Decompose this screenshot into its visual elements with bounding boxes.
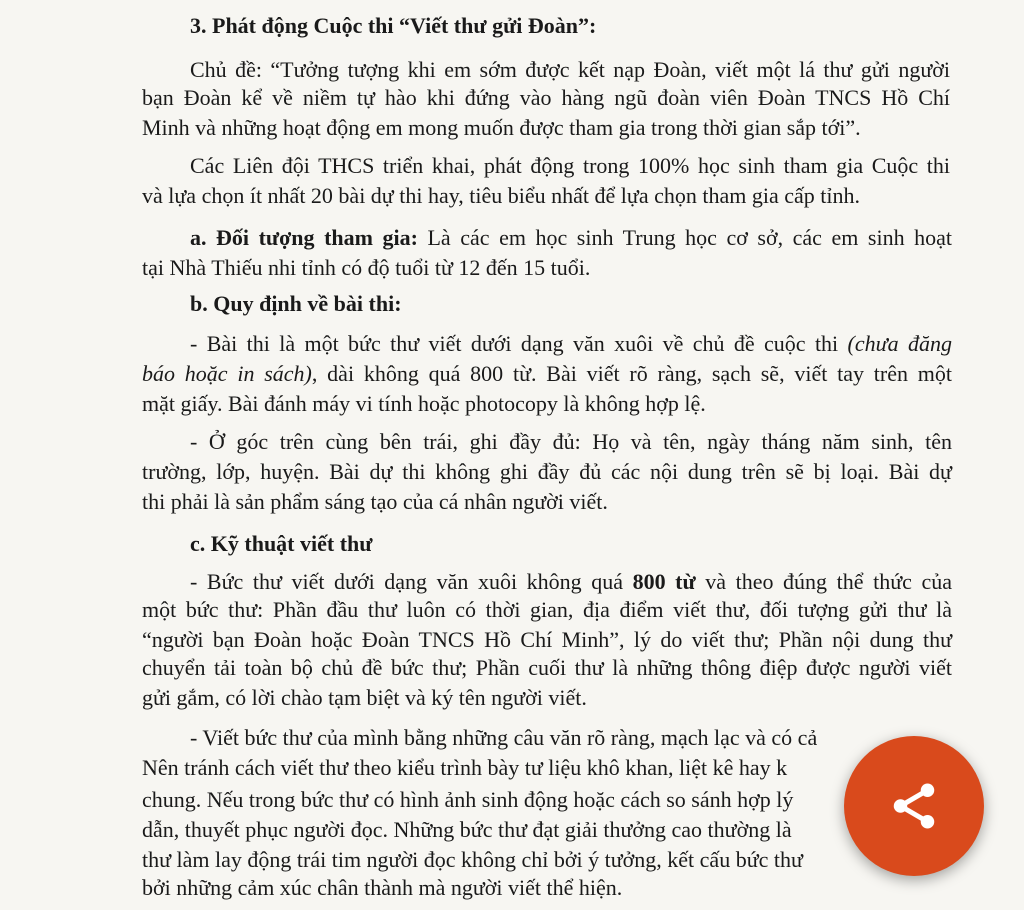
- share-button[interactable]: [844, 736, 984, 876]
- part-a-line-2: tại Nhà Thiếu nhi tỉnh có độ tuổi từ 12 đến 15 tuổi.: [142, 255, 591, 280]
- part-c-p1-line-5: gửi gắm, có lời chào tạm biệt và ký tên người viết.: [142, 685, 587, 710]
- part-c-p2-line-2: Nên tránh cách viết thư theo kiểu trình bày tư liệu khô khan, liệt kê hay k: [142, 755, 788, 780]
- section-3-heading: 3. Phát động Cuộc thi “Viết thư gửi Đoàn”:: [190, 13, 597, 38]
- chu-de-line-2: bạn Đoàn kể về niềm tự hào khi đứng vào hàng ngũ đoàn viên Đoàn TNCS Hồ Chí: [142, 85, 950, 110]
- part-b-p2-line-1: - Ở góc trên cùng bên trái, ghi đầy đủ: Họ và tên, ngày tháng năm sinh, tên: [190, 429, 952, 454]
- part-c-p2-line-6: bởi những cảm xúc chân thành mà người viết thể hiện.: [142, 875, 623, 900]
- lien-doi-line-2: và lựa chọn ít nhất 20 bài dự thi hay, tiêu biểu nhất để lựa chọn tham gia cấp tỉnh.: [142, 183, 860, 208]
- chu-de-line-1: Chủ đề: “Tưởng tượng khi em sớm được kết nạp Đoàn, viết một lá thư gửi người: [190, 57, 950, 82]
- part-b-p2-line-2: trường, lớp, huyện. Bài dự thi không ghi đầy đủ các nội dung trên sẽ bị loại. Bài dự: [142, 459, 952, 484]
- part-a-label: a. Đối tượng tham gia:: [190, 225, 418, 250]
- part-a-line-1-text: Là các em học sinh Trung học cơ sở, các em sinh hoạt: [417, 225, 952, 250]
- part-c-p2-line-4: dẫn, thuyết phục người đọc. Những bức thư đạt giải thưởng cao thường là: [142, 817, 792, 842]
- part-c-p1-line-1-bold: 800 từ: [632, 569, 696, 594]
- part-b-p2-line-3: thi phải là sản phẩm sáng tạo của cá nhân người viết.: [142, 489, 608, 514]
- chu-de-line-3: Minh và những hoạt động em mong muốn được tham gia trong thời gian sắp tới”.: [142, 115, 861, 140]
- part-b-heading: b. Quy định về bài thi:: [190, 291, 402, 316]
- part-c-p2-line-1: - Viết bức thư của mình bằng những câu văn rõ ràng, mạch lạc và có cả: [190, 725, 818, 750]
- part-c-heading: c. Kỹ thuật viết thư: [190, 531, 373, 556]
- part-a-line-1: [190, 224, 952, 252]
- part-b-p1-line-2-italic: báo hoặc in sách): [142, 361, 312, 386]
- part-c-p1-line-3: “người bạn Đoàn hoặc Đoàn TNCS Hồ Chí Minh”, lý do viết thư; Phần nội dung thư: [142, 627, 952, 652]
- part-c-p1-line-2: một bức thư: Phần đầu thư luôn có thời gian, địa điểm viết thư, đối tượng gửi thư là: [142, 597, 952, 622]
- part-b-p1-line-2: [142, 360, 952, 388]
- part-b-p1-line-3: mặt giấy. Bài đánh máy vi tính hoặc photocopy là không hợp lệ.: [142, 391, 706, 416]
- part-c-p1-line-1-rest: và theo đúng thể thức của: [695, 569, 952, 594]
- part-b-p1-line-1: [190, 330, 952, 358]
- part-c-p2-line-5: thư làm lay động trái tim người đọc không chỉ bởi ý tưởng, kết cấu bức thư: [142, 847, 803, 872]
- part-c-p2-line-3: chung. Nếu trong bức thư có hình ảnh sinh động hoặc cách so sánh hợp lý: [142, 787, 794, 812]
- share-icon: [887, 779, 941, 833]
- part-c-p1-line-4: chuyển tải toàn bộ chủ đề bức thư; Phần cuối thư là những thông điệp được người viết: [142, 655, 952, 680]
- part-c-p1-line-1: [190, 568, 952, 596]
- part-c-p1-line-1-text: - Bức thư viết dưới dạng văn xuôi không quá: [190, 569, 633, 594]
- lien-doi-line-1: Các Liên đội THCS triển khai, phát động trong 100% học sinh tham gia Cuộc thi: [190, 153, 950, 178]
- part-b-p1-line-1-text: - Bài thi là một bức thư viết dưới dạng văn xuôi về chủ đề cuộc thi: [190, 331, 848, 356]
- part-b-p1-line-1-italic: (chưa đăng: [847, 331, 953, 356]
- part-b-p1-line-2-text: , dài không quá 800 từ. Bài viết rõ ràng, sạch sẽ, viết tay trên một: [311, 361, 952, 386]
